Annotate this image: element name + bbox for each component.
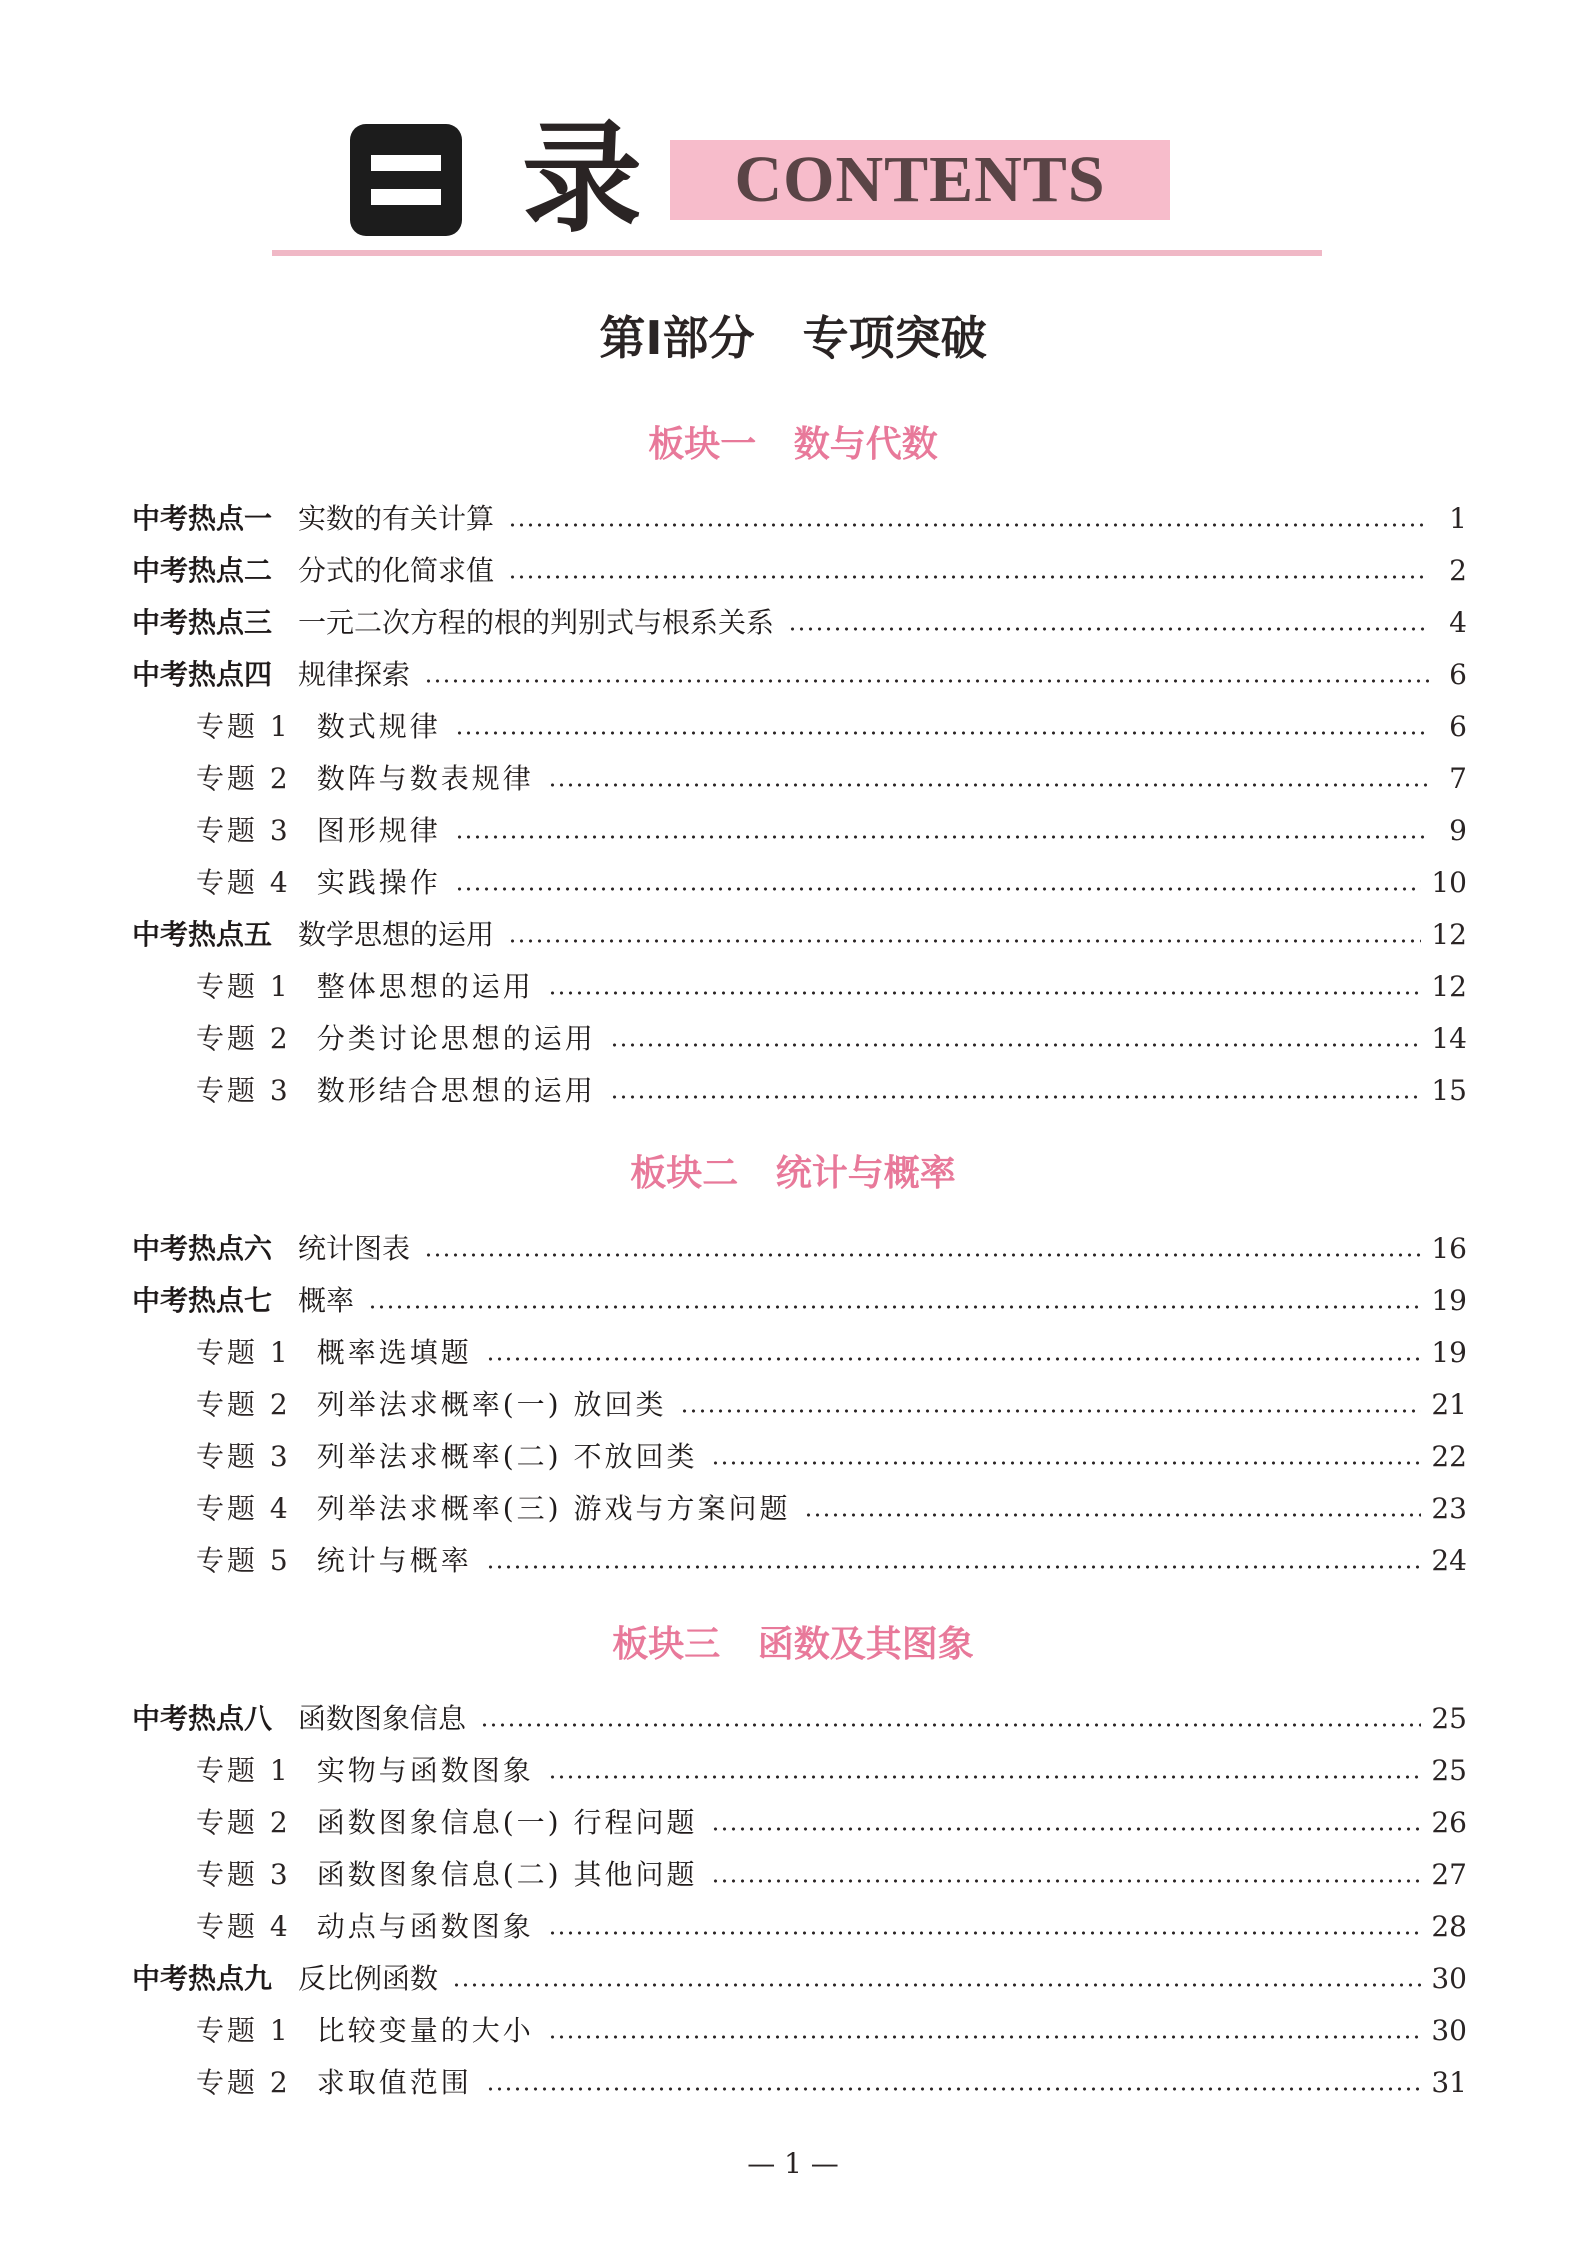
entry-title: 函数图象信息 <box>298 1702 467 1735</box>
dot-leader <box>548 1930 1422 1936</box>
toc-subentry[interactable] <box>196 757 1467 797</box>
dot-leader <box>508 522 1429 528</box>
entry-title: 统计与概率 <box>316 1544 472 1577</box>
entry-label: 专题 3 <box>196 1074 291 1107</box>
entry-label: 专题 1 <box>196 2014 291 2047</box>
entry-page: 21 <box>1431 1388 1467 1421</box>
entry-label: 专题 3 <box>196 1858 291 1891</box>
entry-title: 数阵与数表规律 <box>316 762 534 795</box>
entry-page: 23 <box>1431 1492 1467 1525</box>
section-title: 板块二 统计与概率 <box>630 1153 956 1194</box>
entry-title: 实践操作 <box>316 866 441 899</box>
entry-label: 专题 3 <box>196 814 291 847</box>
dot-leader <box>486 1564 1422 1570</box>
entry-page: 6 <box>1449 710 1467 743</box>
toc-subentry[interactable] <box>196 1487 1467 1527</box>
entry-title: 列举法求概率(三) 游戏与方案问题 <box>316 1492 791 1525</box>
entry-page: 4 <box>1449 606 1467 639</box>
entry-label: 中考热点八 <box>132 1702 273 1735</box>
toc-subentry[interactable] <box>196 2061 1467 2101</box>
dot-leader <box>424 1252 1421 1258</box>
entry-page: 27 <box>1431 1858 1467 1891</box>
toc-entry[interactable] <box>132 1957 1467 1997</box>
entry-label: 专题 4 <box>196 1492 291 1525</box>
entry-page: 26 <box>1431 1806 1467 1839</box>
entry-page: 12 <box>1431 918 1467 951</box>
entry-title: 列举法求概率(二) 不放回类 <box>316 1440 698 1473</box>
entry-page: 28 <box>1431 1910 1467 1943</box>
entry-title: 求取值范围 <box>316 2066 472 2099</box>
toc-entry[interactable] <box>132 549 1467 589</box>
entry-label: 专题 2 <box>196 762 291 795</box>
entry-title: 函数图象信息(二) 其他问题 <box>316 1858 698 1891</box>
entry-page: 1 <box>1449 502 1467 535</box>
entry-title: 实数的有关计算 <box>298 502 495 535</box>
toc-subentry[interactable] <box>196 1069 1467 1109</box>
entry-page: 16 <box>1431 1232 1467 1265</box>
toc-subentry[interactable] <box>196 705 1467 745</box>
entry-label: 专题 2 <box>196 1806 291 1839</box>
toc-subentry[interactable] <box>196 1435 1467 1475</box>
entry-page: 19 <box>1431 1284 1467 1317</box>
entry-label: 中考热点二 <box>132 554 273 587</box>
entry-page: 6 <box>1449 658 1467 691</box>
dot-leader <box>610 1094 1422 1100</box>
dot-leader <box>508 574 1429 580</box>
toc-subentry[interactable] <box>196 1383 1467 1423</box>
dot-leader <box>711 1878 1421 1884</box>
entry-page: 30 <box>1431 1962 1467 1995</box>
entry-label: 中考热点六 <box>132 1232 273 1265</box>
entry-page: 24 <box>1431 1544 1467 1577</box>
toc-subentry[interactable] <box>196 965 1467 1005</box>
toc-entry[interactable] <box>132 1279 1467 1319</box>
entry-title: 数式规律 <box>316 710 441 743</box>
lu-character: 录 <box>522 110 642 249</box>
entry-title: 统计图表 <box>298 1232 411 1265</box>
dot-leader <box>680 1408 1421 1414</box>
toc-entry[interactable] <box>132 1227 1467 1267</box>
toc-subentry[interactable] <box>196 1905 1467 1945</box>
entry-page: 19 <box>1431 1336 1467 1369</box>
entry-title: 整体思想的运用 <box>316 970 534 1003</box>
entry-page: 22 <box>1431 1440 1467 1473</box>
contents-banner <box>670 140 1170 220</box>
entry-title: 反比例函数 <box>298 1962 439 1995</box>
header-divider <box>272 250 1322 256</box>
toc-subentry[interactable] <box>196 1331 1467 1371</box>
dot-leader <box>455 730 1429 736</box>
toc-entry[interactable] <box>132 601 1467 641</box>
dot-leader <box>508 938 1421 944</box>
toc-subentry[interactable] <box>196 1749 1467 1789</box>
entry-label: 专题 4 <box>196 1910 291 1943</box>
entry-label: 专题 1 <box>196 710 291 743</box>
dot-leader <box>548 990 1422 996</box>
dot-leader <box>480 1722 1421 1728</box>
toc-subentry[interactable] <box>196 861 1467 901</box>
contents-label: CONTENTS <box>734 143 1106 216</box>
contents-header <box>350 110 1170 250</box>
entry-label: 专题 1 <box>196 1754 291 1787</box>
entry-title: 概率 <box>298 1284 355 1317</box>
entry-title: 列举法求概率(一) 放回类 <box>316 1388 667 1421</box>
dot-leader <box>711 1826 1421 1832</box>
entry-page: 12 <box>1431 970 1467 1003</box>
toc-subentry[interactable] <box>196 1017 1467 1057</box>
entry-page: 2 <box>1449 554 1467 587</box>
dot-leader <box>424 678 1429 684</box>
dot-leader <box>548 782 1429 788</box>
entry-title: 数形结合思想的运用 <box>316 1074 596 1107</box>
dot-leader <box>455 834 1429 840</box>
toc-subentry[interactable] <box>196 1801 1467 1841</box>
entry-page: 9 <box>1449 814 1467 847</box>
entry-title: 函数图象信息(一) 行程问题 <box>316 1806 698 1839</box>
entry-page: 30 <box>1431 2014 1467 2047</box>
entry-title: 比较变量的大小 <box>316 2014 534 2047</box>
dot-leader <box>455 886 1422 892</box>
entry-page: 25 <box>1431 1702 1467 1735</box>
entry-label: 中考热点三 <box>132 606 273 639</box>
dot-leader <box>804 1512 1421 1518</box>
entry-label: 专题 1 <box>196 970 291 1003</box>
dot-leader <box>548 1774 1422 1780</box>
dot-leader <box>548 2034 1422 2040</box>
section-title: 板块三 函数及其图象 <box>612 1624 974 1665</box>
dot-leader <box>368 1304 1421 1310</box>
entry-label: 中考热点五 <box>132 918 273 951</box>
dot-leader <box>788 626 1429 632</box>
toc-subentry[interactable] <box>196 2009 1467 2049</box>
toc-entry[interactable] <box>132 653 1467 693</box>
part-title: 第Ⅰ部分 专项突破 <box>599 311 987 365</box>
dot-leader <box>486 1356 1422 1362</box>
dot-leader <box>711 1460 1421 1466</box>
entry-title: 实物与函数图象 <box>316 1754 534 1787</box>
entry-title: 概率选填题 <box>316 1336 472 1369</box>
toc-subentry[interactable] <box>196 809 1467 849</box>
entry-page: 25 <box>1431 1754 1467 1787</box>
entry-title: 分式的化简求值 <box>298 554 495 587</box>
entry-label: 专题 3 <box>196 1440 291 1473</box>
mu-character-logo <box>350 124 462 236</box>
entry-label: 中考热点四 <box>132 658 273 691</box>
entry-label: 专题 5 <box>196 1544 291 1577</box>
dot-leader <box>486 2086 1422 2092</box>
entry-title: 分类讨论思想的运用 <box>316 1022 596 1055</box>
entry-label: 中考热点一 <box>132 502 273 535</box>
dot-leader <box>610 1042 1422 1048</box>
entry-title: 规律探索 <box>298 658 411 691</box>
dot-leader <box>452 1982 1421 1988</box>
entry-label: 中考热点七 <box>132 1284 273 1317</box>
entry-title: 动点与函数图象 <box>316 1910 534 1943</box>
entry-label: 专题 2 <box>196 1388 291 1421</box>
entry-page: 10 <box>1431 866 1467 899</box>
entry-page: 7 <box>1449 762 1467 795</box>
toc-entry[interactable] <box>132 497 1467 537</box>
toc-entry[interactable] <box>132 913 1467 953</box>
entry-page: 31 <box>1431 2066 1467 2099</box>
toc-subentry[interactable] <box>196 1539 1467 1579</box>
entry-label: 专题 2 <box>196 2066 291 2099</box>
entry-label: 专题 1 <box>196 1336 291 1369</box>
entry-label: 专题 2 <box>196 1022 291 1055</box>
entry-title: 一元二次方程的根的判别式与根系关系 <box>298 606 775 639</box>
entry-title: 数学思想的运用 <box>298 918 495 951</box>
entry-page: 14 <box>1431 1022 1467 1055</box>
entry-title: 图形规律 <box>316 814 441 847</box>
toc-entry[interactable] <box>132 1697 1467 1737</box>
page-number: — 1 — <box>747 2147 839 2180</box>
toc-subentry[interactable] <box>196 1853 1467 1893</box>
entry-page: 15 <box>1431 1074 1467 1107</box>
section-title: 板块一 数与代数 <box>648 424 938 465</box>
entry-label: 中考热点九 <box>132 1962 273 1995</box>
entry-label: 专题 4 <box>196 866 291 899</box>
